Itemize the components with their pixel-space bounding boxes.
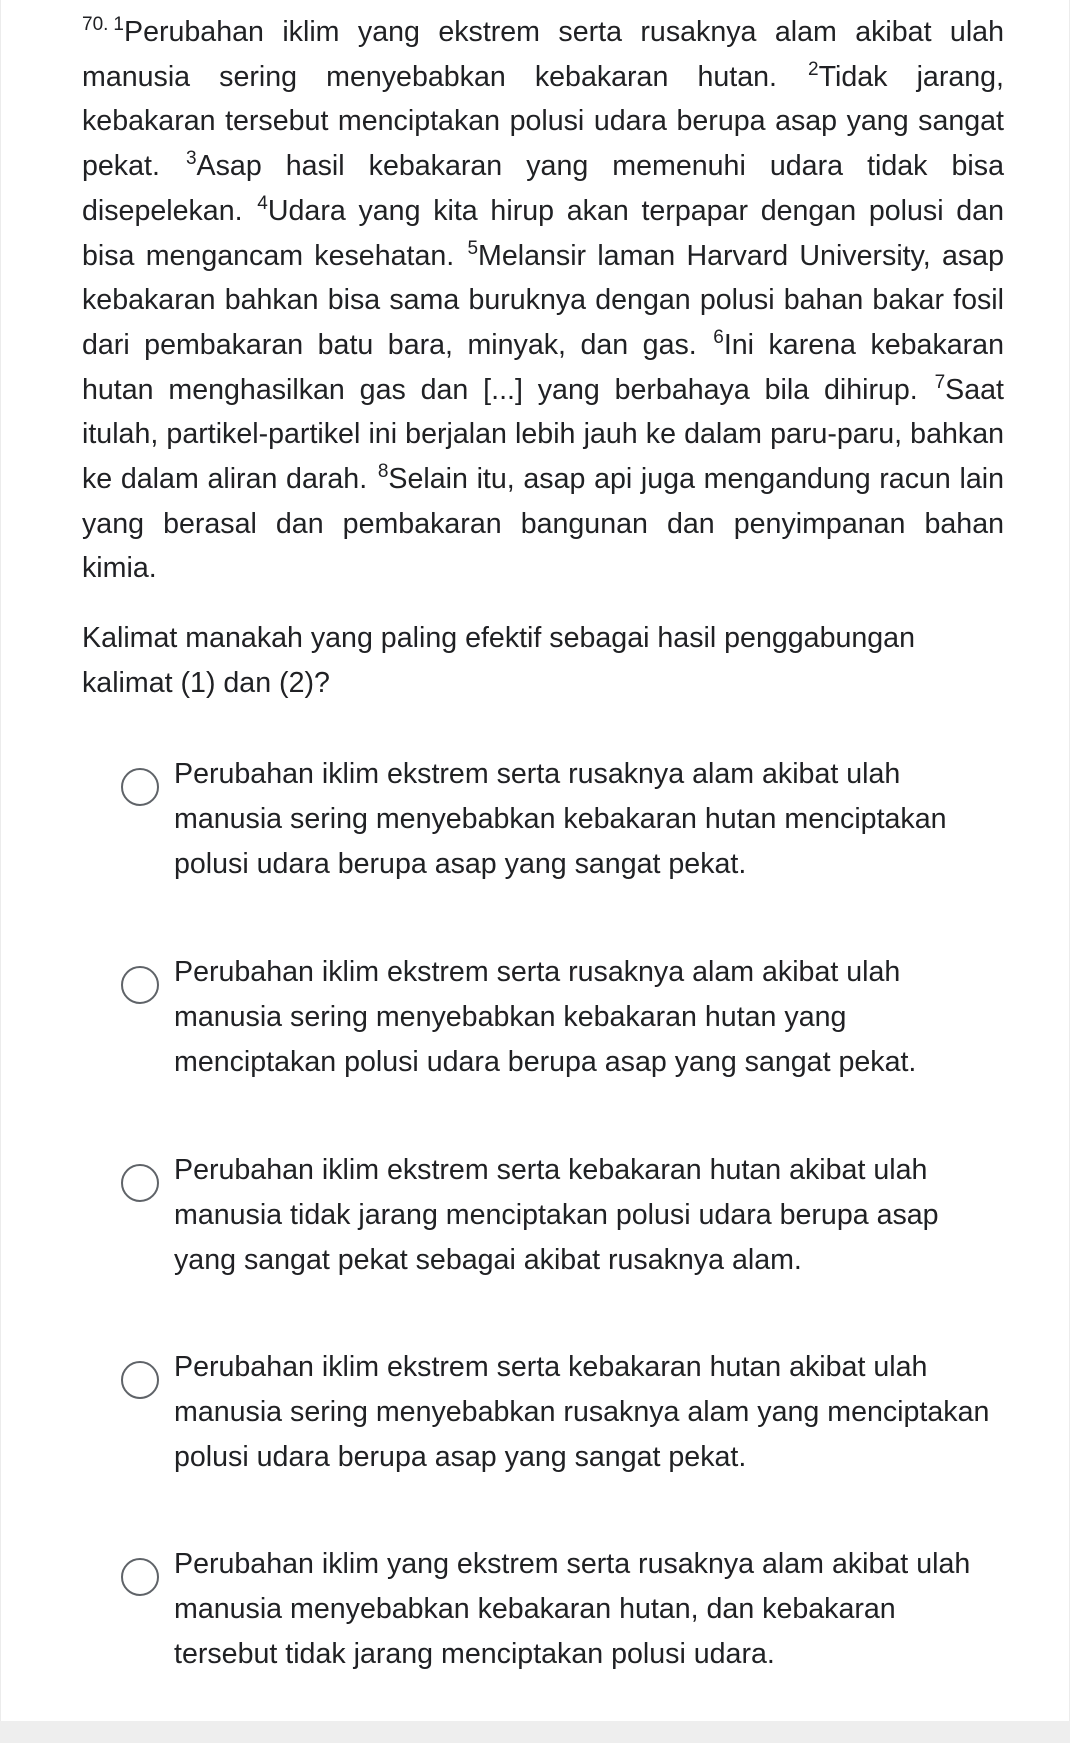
sentence-number: 2 [808, 58, 819, 80]
answer-option-label: Perubahan iklim yang ekstrem serta rusaknya alam akibat ulah manusia menyebabkan kebakaran hutan, dan kebakaran tersebut tidak jarang menciptakan polusi udara. [174, 1548, 971, 1670]
sentence-number: 1 [113, 14, 124, 35]
answer-option-label: Perubahan iklim ekstrem serta kebakaran hutan akibat ulah manusia tidak jarang menciptakan polusi udara berupa asap yang sangat pekat sebagai akibat rusaknya alam. [174, 1154, 939, 1276]
passage-sentence: Perubahan iklim yang ekstrem serta rusaknya alam akibat ulah manusia sering menyebabkan kebakaran hutan. [82, 16, 1004, 93]
bottom-divider [0, 1721, 1070, 1743]
radio-button-icon[interactable] [121, 1164, 159, 1202]
sentence-number: 3 [185, 148, 197, 170]
passage-sentence: Saat itulah, partikel-partikel ini berjalan lebih jauh ke dalam paru-paru, bahkan ke dalam aliran darah. [82, 373, 1004, 496]
passage-sentence: Asap hasil kebakaran yang memenuhi udara tidak bisa disepelekan. [82, 150, 1004, 227]
sentence-number: 5 [467, 237, 479, 259]
passage-sentence: Selain itu, asap api juga mengandung racun lain yang berasal dan pembakaran bangunan dan penyimpanan bahan kimia. [82, 463, 1005, 585]
question-number: 70. [82, 14, 109, 35]
sentence-number: 4 [257, 192, 268, 214]
sentence-number: 8 [377, 461, 389, 483]
answer-option-label: Perubahan iklim ekstrem serta kebakaran hutan akibat ulah manusia sering menyebabkan rusaknya alam yang menciptakan polusi udara berupa asap yang sangat pekat. [174, 1351, 990, 1473]
answer-option-label: Perubahan iklim ekstrem serta rusaknya alam akibat ulah manusia sering menyebabkan kebakaran hutan menciptakan polusi udara berupa asap yang sangat pekat. [174, 758, 947, 880]
radio-button-icon[interactable] [121, 966, 159, 1004]
passage-sentence: Ini karena kebakaran hutan menghasilkan gas dan [...] yang berbahaya bila dihirup. [82, 328, 1004, 406]
question-prompt: Kalimat manakah yang paling efektif sebagai hasil penggabungan kalimat (1) dan (2)? [82, 622, 915, 699]
sentence-number: 6 [713, 326, 724, 348]
answer-option-label: Perubahan iklim ekstrem serta rusaknya alam akibat ulah manusia sering menyebabkan kebakaran hutan yang menciptakan polusi udara berupa asap yang sangat pekat. [174, 956, 917, 1078]
sentence-number: 7 [934, 371, 946, 393]
passage-sentence: Melansir laman Harvard University, asap kebakaran bahkan bisa sama buruknya dengan polusi bahan bakar fosil dari pembakaran batu bara, minyak, dan gas. [82, 239, 1004, 361]
radio-button-icon[interactable] [121, 768, 159, 806]
passage-sentence: Udara yang kita hirup akan terpapar dengan polusi dan bisa mengancam kesehatan. [82, 194, 1004, 272]
radio-button-icon[interactable] [121, 1361, 159, 1399]
radio-button-icon[interactable] [121, 1558, 159, 1596]
passage-sentence: Tidak jarang, kebakaran tersebut menciptakan polusi udara berupa asap yang sangat pekat. [82, 60, 1004, 183]
question-passage [82, 10, 1004, 591]
